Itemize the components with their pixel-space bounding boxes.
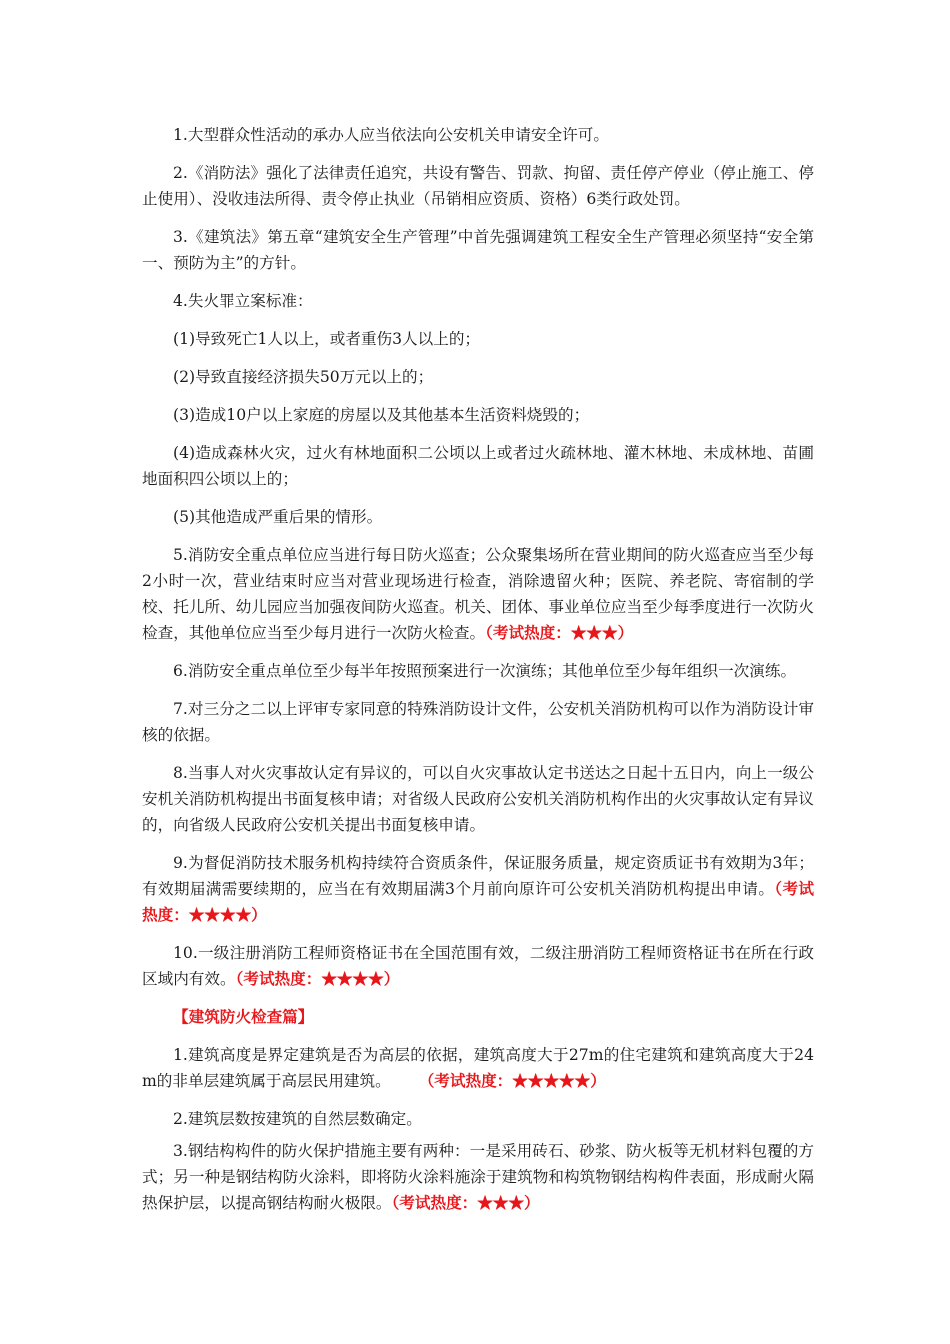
exam-heat-badge: （考试热度：★★★） — [485, 623, 634, 642]
section-paragraph-3 — [142, 1138, 814, 1216]
criterion-2 — [142, 364, 814, 390]
paragraph-text: 6.消防安全重点单位至少每半年按照预案进行一次演练；其他单位至少每年组织一次演练。 — [173, 662, 797, 680]
paragraph-text: (4)造成森林火灾，过火有林地面积二公顷以上或者过火疏林地、灌木林地、未成林地、苗圃地面积四公顷以上的； — [142, 444, 814, 488]
paragraph-text: (1)导致死亡1人以上，或者重伤3人以上的； — [173, 330, 481, 348]
paragraph-text: 3.《建筑法》第五章“建筑安全生产管理”中首先强调建筑工程安全生产管理必须坚持“安全第一、预防为主”的方针。 — [142, 228, 814, 272]
paragraph-1 — [142, 122, 814, 148]
paragraph-text: 7.对三分之二以上评审专家同意的特殊消防设计文件，公安机关消防机构可以作为消防设计审核的依据。 — [142, 700, 814, 744]
paragraph-text: 2.《消防法》强化了法律责任追究，共设有警告、罚款、拘留、责任停产停业（停止施工、停止使用）、没收违法所得、责令停止执业（吊销相应资质、资格）6类行政处罚。 — [142, 164, 814, 208]
document-body — [142, 122, 814, 1228]
exam-heat-badge: （考试热度：★★★★） — [235, 969, 400, 988]
criterion-5 — [142, 504, 814, 530]
paragraph-text: 5.消防安全重点单位应当进行每日防火巡查；公众聚集场所在营业期间的防火巡查应当至少每2小时一次，营业结束时应当对营业现场进行检查，消除遗留火种；医院、养老院、寄宿制的学校、托儿所、幼儿园应当加强夜间防火巡查。机关、团体、事业单位应当至少每季度进行一次防火检查，其他单位应当至少每月进行一次防火检查。 — [142, 546, 814, 642]
paragraph-4 — [142, 288, 814, 314]
paragraph-text: 3.钢结构构件的防火保护措施主要有两种：一是采用砖石、砂浆、防火板等无机材料包覆的方式；另一种是钢结构防火涂料，即将防火涂料施涂于建筑物和构筑物钢结构构件表面，形成耐火隔热保护层，以提高钢结构耐火极限。 — [142, 1142, 814, 1212]
paragraph-text: (2)导致直接经济损失50万元以上的； — [173, 368, 434, 386]
paragraph-text: 9.为督促消防技术服务机构持续符合资质条件，保证服务质量，规定资质证书有效期为3年；有效期届满需要续期的，应当在有效期届满3个月前向原许可公安机关消防机构提出申请。 — [142, 854, 814, 898]
paragraph-8 — [142, 760, 814, 838]
paragraph-text: 10.一级注册消防工程师资格证书在全国范围有效，二级注册消防工程师资格证书在所在行政区域内有效。 — [142, 944, 814, 988]
section-title: 【建筑防火检查篇】 — [173, 1007, 314, 1026]
paragraph-3 — [142, 224, 814, 276]
exam-heat-badge: （考试热度：★★★★★） — [418, 1071, 606, 1090]
paragraph-9 — [142, 850, 814, 928]
paragraph-6 — [142, 658, 814, 684]
paragraph-text: 1.大型群众性活动的承办人应当依法向公安机关申请安全许可。 — [173, 126, 609, 144]
criterion-3 — [142, 402, 814, 428]
paragraph-text: 2.建筑层数按建筑的自然层数确定。 — [173, 1110, 422, 1128]
paragraph-10 — [142, 940, 814, 992]
criterion-4 — [142, 440, 814, 492]
exam-heat-badge: （考试热度：★★★★） — [142, 879, 815, 924]
paragraph-7 — [142, 696, 814, 748]
paragraph-5 — [142, 542, 814, 646]
paragraph-text: 1.建筑高度是界定建筑是否为高层的依据，建筑高度大于27m的住宅建筑和建筑高度大于24m的非单层建筑属于高层民用建筑。 — [142, 1046, 814, 1090]
paragraph-2 — [142, 160, 814, 212]
criterion-1 — [142, 326, 814, 352]
paragraph-text: 8.当事人对火灾事故认定有异议的，可以自火灾事故认定书送达之日起十五日内，向上一级公安机关消防机构提出书面复核申请；对省级人民政府公安机关消防机构作出的火灾事故认定有异议的，向省级人民政府公安机关提出书面复核申请。 — [142, 764, 814, 834]
paragraph-text: (5)其他造成严重后果的情形。 — [173, 508, 383, 526]
paragraph-text: 4.失火罪立案标准： — [173, 292, 313, 310]
section-paragraph-1 — [142, 1042, 814, 1094]
section-paragraph-2 — [142, 1106, 814, 1132]
exam-heat-badge: （考试热度：★★★） — [391, 1193, 540, 1212]
paragraph-text: (3)造成10户以上家庭的房屋以及其他基本生活资料烧毁的； — [173, 406, 590, 424]
